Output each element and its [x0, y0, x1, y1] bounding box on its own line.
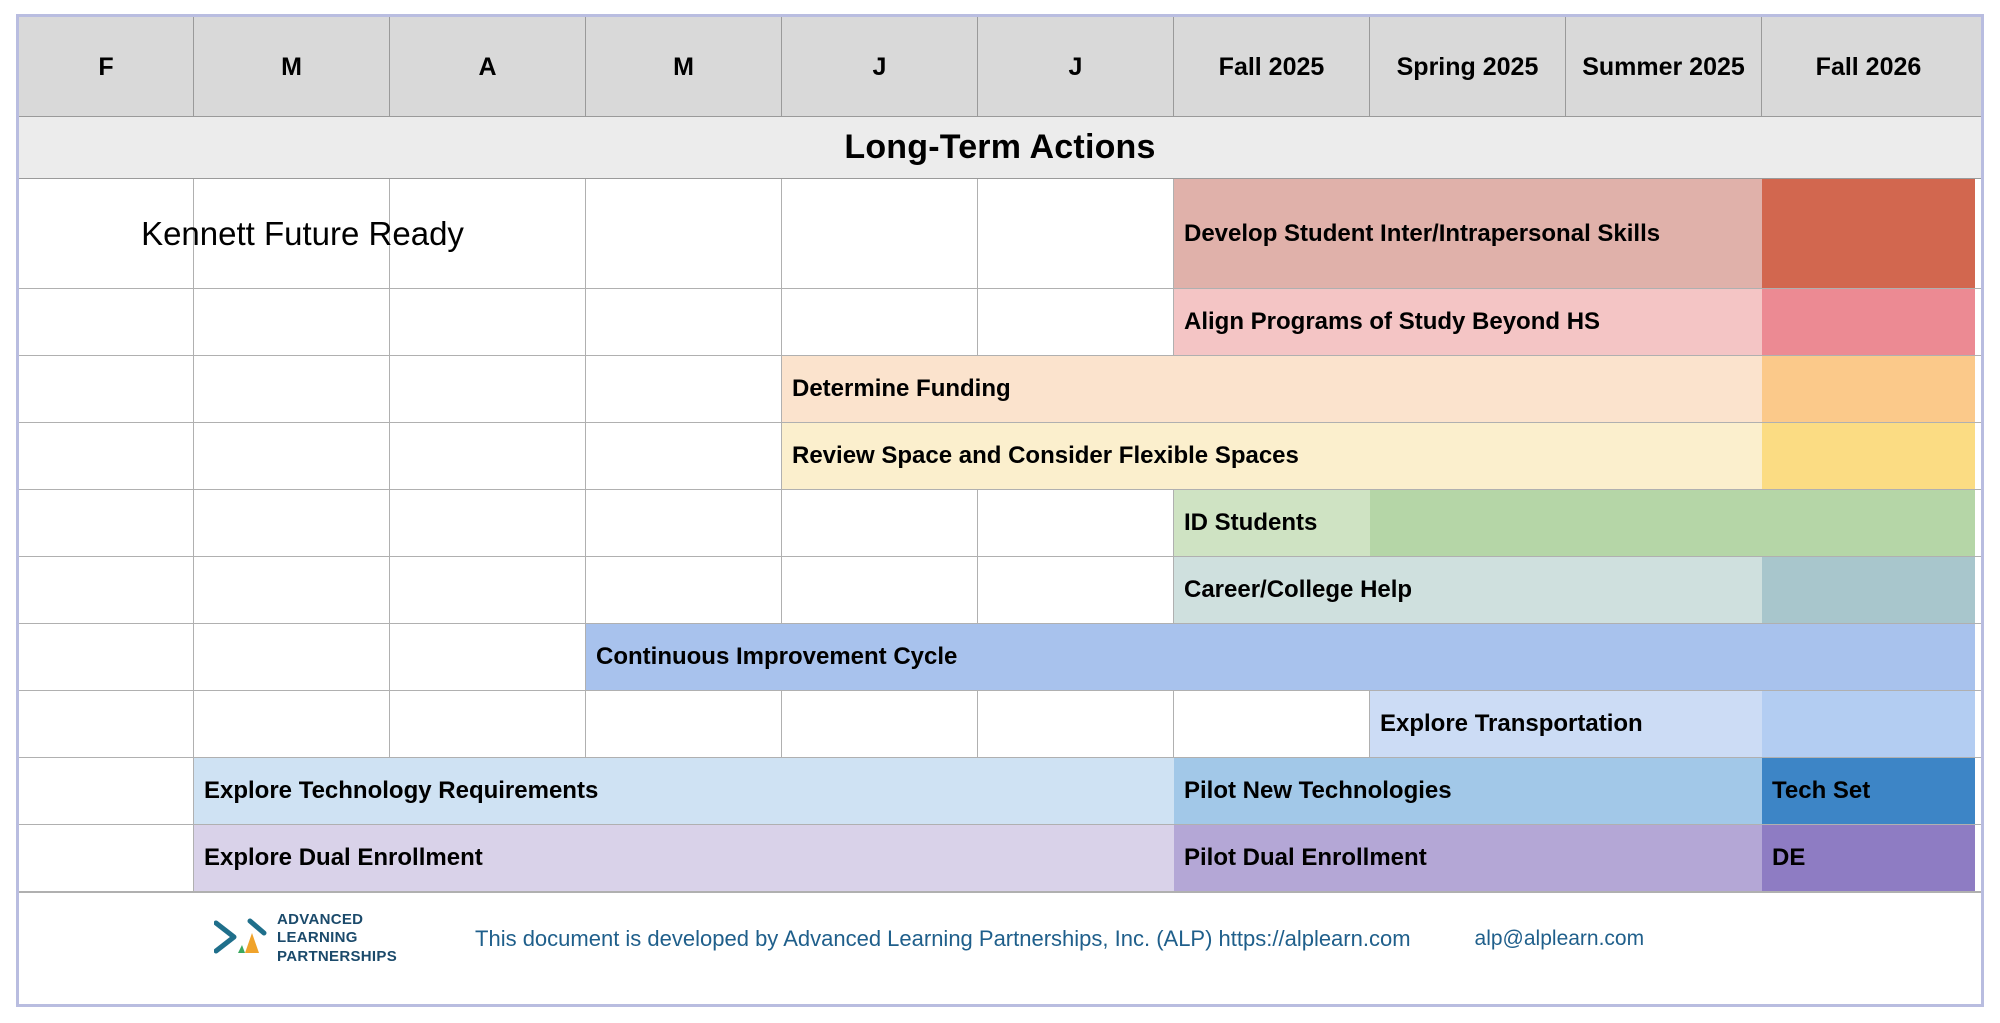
grid-cell: [586, 490, 782, 556]
tech-set-bar-label: Tech Set: [1772, 777, 1871, 805]
timeline-row: [19, 557, 1981, 624]
align-programs-tail: [1762, 289, 1975, 355]
column-header-3: M: [586, 17, 782, 116]
review-space-bar-label: Review Space and Consider Flexible Spaces: [792, 442, 1299, 470]
career-college-help-bar: [1174, 557, 1762, 623]
column-header-0: F: [19, 17, 194, 116]
timeline-row: [19, 490, 1981, 557]
section-title-band: [19, 117, 1981, 179]
id-students-tail: [1370, 490, 1975, 556]
grid-cell: [194, 356, 390, 422]
id-students-bar-label: ID Students: [1184, 509, 1318, 537]
grid-cell: [1174, 691, 1370, 757]
de-bar: [1762, 825, 1975, 891]
grid-cell: [19, 624, 194, 690]
alp-logo: [214, 911, 397, 966]
timeline-row: [19, 356, 1981, 423]
timeline-row: [19, 624, 1981, 691]
explore-technology-bar: [194, 758, 1174, 824]
pilot-new-technologies-bar-label: Pilot New Technologies: [1184, 777, 1452, 805]
explore-technology-bar-label: Explore Technology Requirements: [204, 777, 599, 805]
grid-cell: [782, 179, 978, 288]
grid-cell: [782, 691, 978, 757]
footer: [19, 892, 1981, 984]
footer-note: This document is developed by Advanced Learning Partnerships, Inc. (ALP) https://alplearn.com: [475, 925, 1411, 951]
grid-cell: [782, 490, 978, 556]
grid-cell: [586, 691, 782, 757]
grid-cell: [390, 423, 586, 489]
grid-cell: [19, 825, 194, 891]
alp-logo-icon: [214, 917, 268, 959]
explore-transportation-tail: [1762, 691, 1975, 757]
column-header-9: Fall 2026: [1815, 52, 1922, 81]
timeline-row: [19, 423, 1981, 490]
column-header-8: Summer 2025: [1566, 17, 1762, 116]
pilot-new-technologies-bar: [1174, 758, 1762, 824]
continuous-improvement-bar: [586, 624, 1975, 690]
column-header-4: J: [782, 17, 978, 116]
pilot-dual-enrollment-bar: [1174, 825, 1762, 891]
grid-cell: [19, 356, 194, 422]
develop-student-skills-bar: [1174, 179, 1762, 288]
career-college-help-tail: [1762, 557, 1975, 623]
grid-cell: [194, 557, 390, 623]
continuous-improvement-bar-label: Continuous Improvement Cycle: [596, 643, 958, 671]
de-bar-label: DE: [1772, 844, 1806, 872]
footer-email: alp@alplearn.com: [1474, 926, 1645, 950]
grid-cell: [19, 423, 194, 489]
determine-funding-tail: [1762, 356, 1975, 422]
grid-cell: [586, 289, 782, 355]
career-college-help-bar-label: Career/College Help: [1184, 576, 1413, 604]
grid-cell: [390, 356, 586, 422]
alp-logo-text: [277, 911, 397, 966]
timeline-row: [19, 758, 1981, 825]
grid-cell: [978, 179, 1174, 288]
explore-transportation-bar-label: Explore Transportation: [1380, 710, 1643, 738]
column-header-7: Spring 2025: [1370, 17, 1566, 116]
grid-cell: [19, 557, 194, 623]
review-space-tail: [1762, 423, 1975, 489]
explore-dual-enrollment-bar: [194, 825, 1174, 891]
grid-cell: [390, 289, 586, 355]
alp-logo-line2: LEARNING: [277, 929, 358, 947]
column-header-row: [19, 17, 1981, 117]
column-header-1: M: [194, 17, 390, 116]
timeline-row: [19, 825, 1981, 892]
grid-cell: [978, 490, 1174, 556]
determine-funding-bar: [782, 356, 1762, 422]
page-title: Long-Term Actions: [844, 128, 1156, 166]
grid-cell: [194, 691, 390, 757]
alp-logo-line3: PARTNERSHIPS: [277, 947, 398, 965]
grid-cell: [586, 179, 782, 288]
grid-cell: [194, 624, 390, 690]
explore-transportation-bar: [1370, 691, 1762, 757]
grid-cell: [782, 289, 978, 355]
timeline-row: [19, 691, 1981, 758]
determine-funding-bar-label: Determine Funding: [792, 375, 1011, 403]
review-space-bar: [782, 423, 1762, 489]
grid-cell: [586, 356, 782, 422]
grid-cell: [586, 423, 782, 489]
develop-student-skills-bar-label: Develop Student Inter/Intrapersonal Skills: [1184, 219, 1661, 247]
grid-cell: [19, 490, 194, 556]
grid-cell: [390, 691, 586, 757]
column-header-5: J: [978, 17, 1174, 116]
grid-cell: [978, 557, 1174, 623]
grid-cell: [194, 289, 390, 355]
timeline-row: [19, 179, 1981, 289]
timeline-row: [19, 289, 1981, 356]
tech-set-bar: [1762, 758, 1975, 824]
grid-cell: [390, 557, 586, 623]
explore-dual-enrollment-bar-label: Explore Dual Enrollment: [204, 844, 483, 872]
column-header-6: Fall 2025: [1174, 17, 1370, 116]
grid-cell: [390, 624, 586, 690]
align-programs-bar-label: Align Programs of Study Beyond HS: [1184, 308, 1601, 336]
align-programs-bar: [1174, 289, 1762, 355]
grid-cell: [390, 490, 586, 556]
grid-cell: [194, 423, 390, 489]
grid-cell: [978, 289, 1174, 355]
grid-cell: [978, 691, 1174, 757]
grid-cell: [19, 691, 194, 757]
timeline-grid: [19, 179, 1981, 892]
pilot-dual-enrollment-bar-label: Pilot Dual Enrollment: [1184, 844, 1427, 872]
alp-logo-line1: ADVANCED: [277, 911, 364, 929]
grid-cell: [782, 557, 978, 623]
row-label: Kennett Future Ready: [141, 214, 464, 252]
develop-student-skills-tail: [1762, 179, 1975, 288]
grid-cell: [19, 289, 194, 355]
id-students-bar: [1174, 490, 1370, 556]
grid-cell: [586, 557, 782, 623]
timeline-sheet: [16, 14, 1984, 1007]
column-header-2: A: [390, 17, 586, 116]
grid-cell: [19, 758, 194, 824]
grid-cell: [194, 490, 390, 556]
